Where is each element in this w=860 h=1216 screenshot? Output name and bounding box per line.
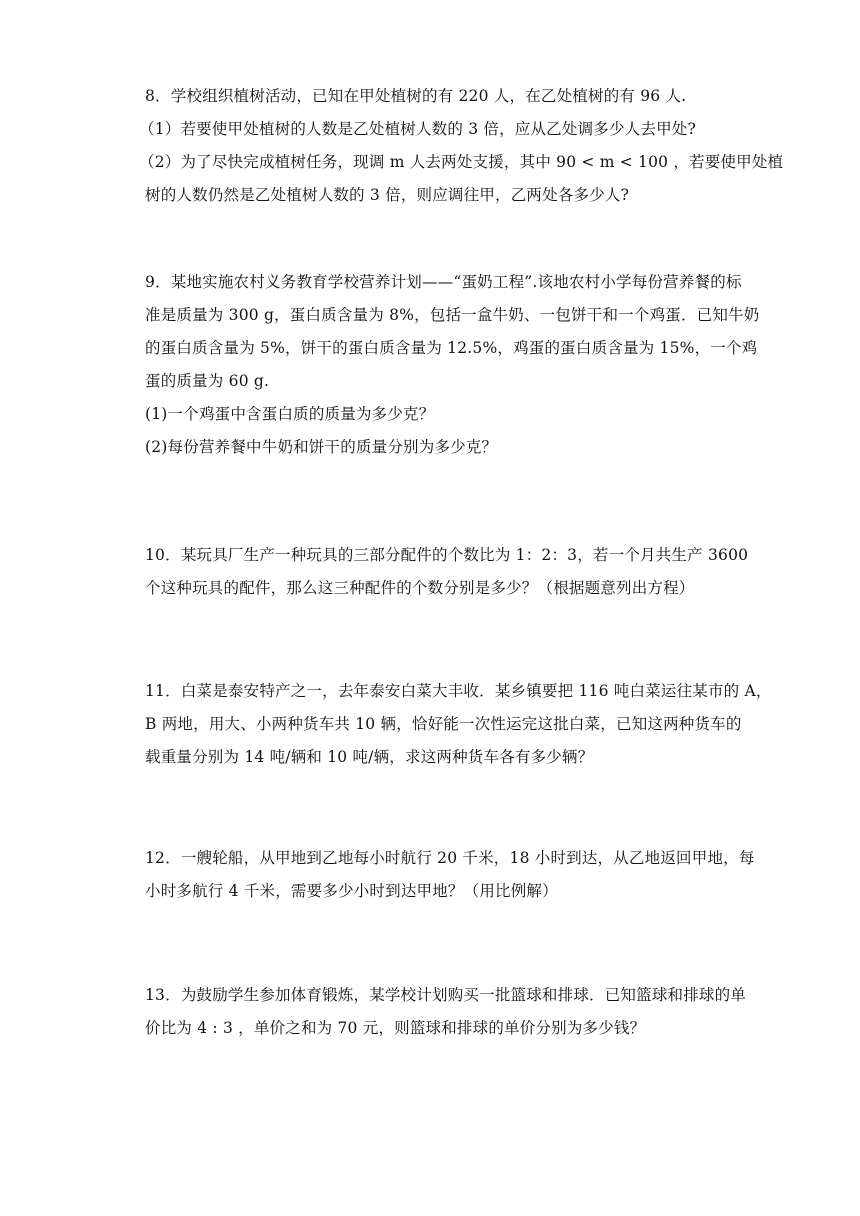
problem-line: （1）若要使甲处植树的人数是乙处植树人数的 3 倍，应从乙处调多少人去甲处? bbox=[139, 120, 696, 138]
problem-9 bbox=[145, 266, 760, 464]
problem-line: 10．某玩具厂生产一种玩具的三部分配件的个数比为 1：2：3，若一个月共生产 3600 bbox=[145, 546, 749, 564]
problem-line: (1)一个鸡蛋中含蛋白质的质量为多少克？ bbox=[145, 405, 435, 423]
problem-line: 11．白菜是泰安特产之一，去年泰安白菜大丰收．某乡镇要把 116 吨白菜运往某市的 A， bbox=[145, 682, 772, 700]
problem-line: 树的人数仍然是乙处植树人数的 3 倍，则应调往甲，乙两处各多少人? bbox=[145, 186, 630, 204]
problem-line: 12．一艘轮船，从甲地到乙地每小时航行 20 千米，18 小时到达，从乙地返回甲地，每 bbox=[145, 849, 755, 867]
problem-line: 8．学校组织植树活动，已知在甲处植树的有 220 人，在乙处植树的有 96 人. bbox=[145, 87, 687, 105]
problem-8 bbox=[139, 80, 784, 212]
problem-line: (2)每份营养餐中牛奶和饼干的质量分别为多少克？ bbox=[145, 438, 498, 456]
problem-line: 蛋的质量为 60 g. bbox=[145, 372, 270, 390]
problem-line: 个这种玩具的配件，那么这三种配件的个数分别是多少？（根据题意列出方程） bbox=[145, 579, 695, 597]
problem-line: （2）为了尽快完成植树任务，现调 m 人去两处支援，其中 90 < m < 100 ，若要使甲处植 bbox=[139, 153, 784, 171]
problem-line: 准是质量为 300 g，蛋白质含量为 8%，包括一盒牛奶、一包饼干和一个鸡蛋．已知牛奶 bbox=[145, 306, 760, 324]
problem-line: B 两地，用大、小两种货车共 10 辆，恰好能一次性运完这批白菜，已知这两种货车的 bbox=[145, 715, 742, 733]
problem-10 bbox=[145, 539, 749, 605]
problem-line: 13．为鼓励学生参加体育锻炼，某学校计划购买一批篮球和排球．已知篮球和排球的单 bbox=[145, 986, 747, 1004]
problem-line: 载重量分别为 14 吨/辆和 10 吨/辆，求这两种货车各有多少辆？ bbox=[145, 748, 594, 766]
problem-11 bbox=[145, 675, 772, 774]
problem-13 bbox=[145, 979, 747, 1045]
problem-line: 价比为 4 : 3 ，单价之和为 70 元，则篮球和排球的单价分别为多少钱？ bbox=[145, 1019, 646, 1037]
problem-12 bbox=[145, 842, 755, 908]
problem-line: 的蛋白质含量为 5%，饼干的蛋白质含量为 12.5%，鸡蛋的蛋白质含量为 15%，一个鸡 bbox=[145, 339, 758, 357]
problem-line: 小时多航行 4 千米，需要多少小时到达甲地？（用比例解） bbox=[145, 882, 558, 900]
problem-line: 9．某地实施农村义务教育学校营养计划——“蛋奶工程”.该地农村小学每份营养餐的标 bbox=[145, 273, 742, 291]
